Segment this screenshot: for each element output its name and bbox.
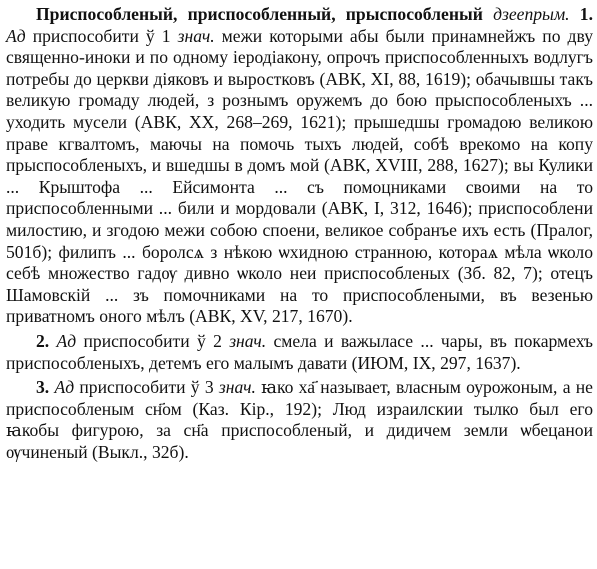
sense-znach: знач. (229, 330, 267, 351)
sense-ref-label: Ад (54, 377, 75, 398)
sense-3-paragraph (6, 377, 593, 463)
sense-number: 2. (36, 330, 50, 351)
sense-number: 1. (579, 4, 593, 24)
sense-ref-text: приспособити ў 3 (79, 377, 214, 398)
sense-ref-label: Ад (6, 25, 26, 46)
sense-znach: знач. (177, 25, 215, 46)
sense-2-paragraph (6, 331, 593, 374)
part-of-speech: дзеепрым. (493, 4, 570, 24)
sense-body: ꙗко ха҃ называет, власным оурожоным, а не приспособленым сн҃ом (Каз. Кір., 192); Люд израилскии тылко был его ꙗкобы фигурою, за сн҃а приспособленый, и дидичем земли ѡбецанои ѹчиненый (Выкл., 32б). (6, 377, 593, 462)
sense-znach: знач. (218, 377, 256, 398)
sense-1-paragraph (6, 4, 593, 328)
sense-number: 3. (36, 377, 50, 398)
sense-body: смела и важыласе ... чары, въ покармехъ приспособленыхъ, детемъ его малымъ давати (ИЮМ, IX, 297, 1637). (6, 330, 593, 373)
sense-ref-text: приспособити ў 2 (83, 330, 222, 351)
sense-ref-text: приспособити ў 1 (32, 25, 171, 46)
sense-body: межи которыми абы были принамнейжъ по дву священно-иноки и по одному іеродіакону, опрочъ приспособленныхъ водлугъ потребы до церкви діяковъ и выростковъ (АВК, XI, 88, 1619); обачывшы такъ великую громаду людей, з рознымъ оружемъ до бою прыспособленыхъ ... уходить мусели (АВК, XX, 268–269, 1621); прышедшы громадою великою праве кгвалтомъ, маючы на помочь тыхъ людей, собѣ врекомо на копу прыспособленыхъ, и вшедшы в домъ мой (АВК, XVIII, 288, 1627); вы Кулики ... Крыштофа ... Ейсимонта ... съ помоцниками своими на то приспособленными ... били и мордовали (АВК, I, 312, 1646); приспособлени милостию, и згодою межи собою споени, великое собранъе ихъ есть (Пралог, 501б); филипъ ... боролсѧ з нѣкою ѡхидною странною, котораѧ мѣла ѡколо себѣ множество гадѹ дивно ѡколо неи приспособленых (Зб. 82, 7); отецъ Шамовскій ... зъ помочниками на то приспособлеными, въ везенью приватномъ оного мѣлъ (АВК, XV, 217, 1670). (6, 25, 594, 327)
headword: Приспособленый, приспособленный, прыспособленый (36, 4, 483, 24)
sense-ref-label: Ад (56, 330, 77, 351)
